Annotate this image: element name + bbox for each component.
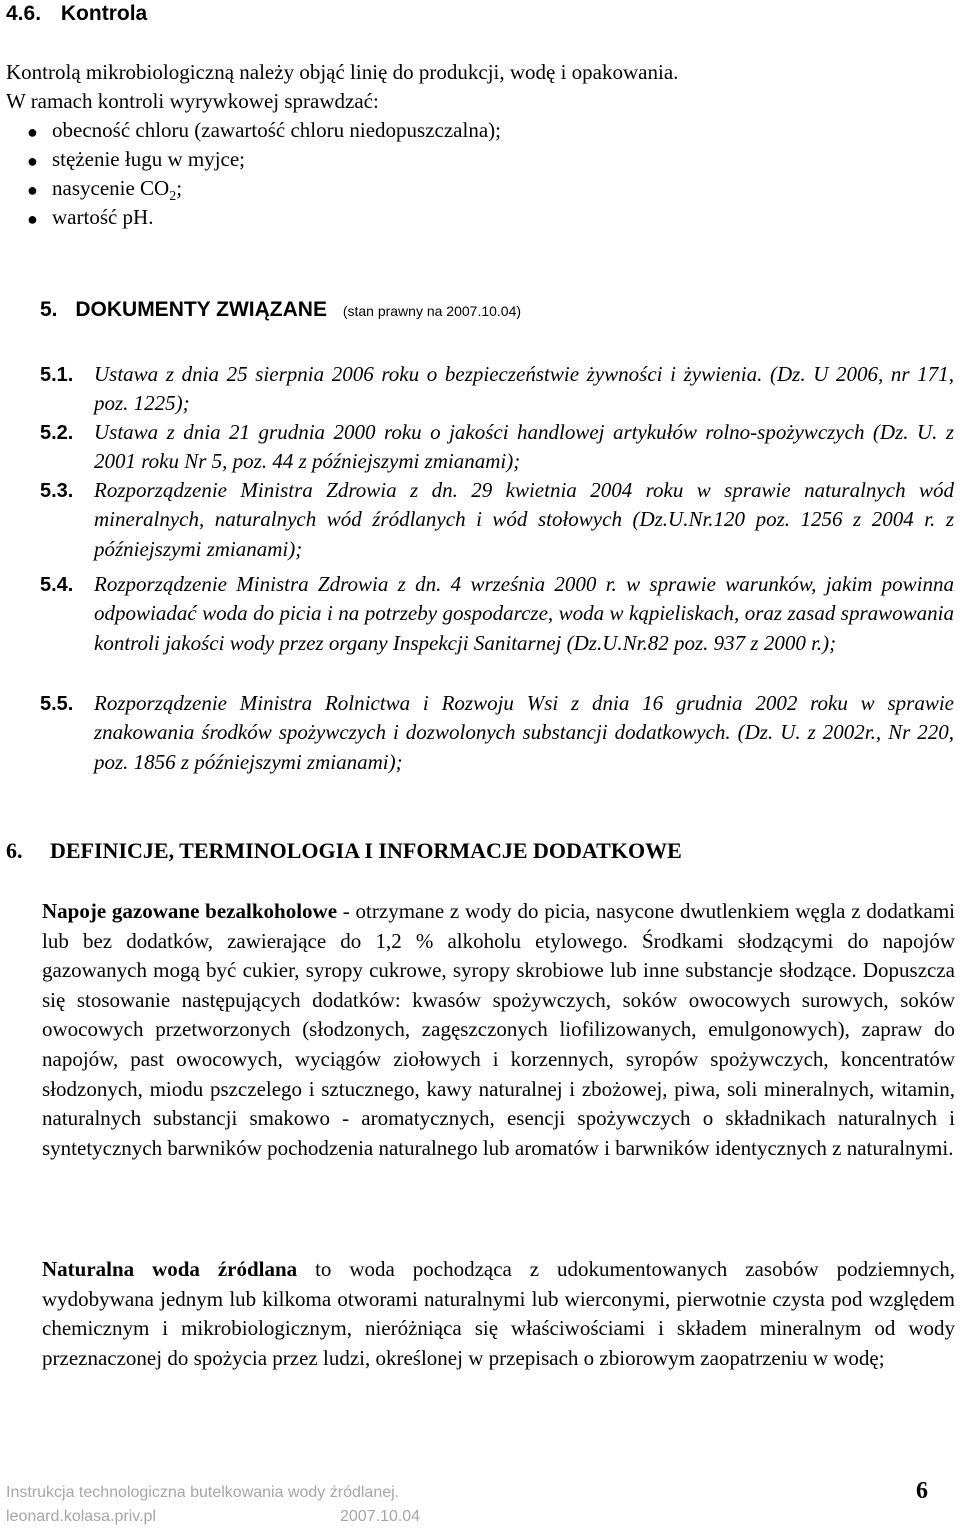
- section-number: 5.: [40, 298, 58, 321]
- control-line-1: Kontrolą mikrobiologiczną należy objąć linię do produkcji, wodę i opakowania.: [6, 60, 679, 84]
- reference-item: [94, 360, 954, 419]
- reference-text: Rozporządzenie Ministra Rolnictwa i Rozwoju Wsi z dnia 16 grudnia 2002 roku w sprawie znakowania środków spożywczych i dozwolonych substancji dodatkowych. (Dz. U. z 2002r., Nr 220, poz. 1856 z późniejszymi zmianami);: [94, 691, 954, 774]
- section-title: Kontrola: [60, 2, 148, 25]
- section-heading-5: [40, 298, 521, 322]
- section-number: 6.: [6, 838, 23, 863]
- bullet-dot: ●: [27, 209, 38, 229]
- footer-date: 2007.10.04: [340, 1508, 421, 1525]
- list-item: wartość pH.: [52, 205, 154, 229]
- reference-item: [94, 476, 954, 564]
- reference-text: Ustawa z dnia 25 sierpnia 2006 roku o bezpieczeństwie żywności i żywienia. (Dz. U 2006, nr 171, poz. 1225);: [94, 362, 954, 416]
- bullet-dot: ●: [27, 122, 38, 142]
- reference-item: [94, 570, 954, 658]
- section-title: DOKUMENTY ZWIĄZANE: [75, 298, 327, 321]
- reference-text: Rozporządzenie Ministra Zdrowia z dn. 29 kwietnia 2004 roku w sprawie naturalnych wód mineralnych, naturalnych wód źródlanych i wód stołowych (Dz.U.Nr.120 poz. 1256 z 2004 r. z późniejszymi zmianami);: [94, 478, 954, 561]
- list-item: obecność chloru (zawartość chloru niedopuszczalna);: [52, 118, 501, 142]
- definition-term: Napoje gazowane bezalkoholowe: [42, 899, 338, 923]
- reference-text: Rozporządzenie Ministra Zdrowia z dn. 4 września 2000 r. w sprawie warunków, jakim powinna odpowiadać woda do picia i na potrzeby gospodarcze, woda w kąpieliskach, oraz zasad sprawowania kontroli jakości wody przez organy Inspekcji Sanitarnej (Dz.U.Nr.82 poz. 937 z 2000 r.);: [94, 572, 954, 655]
- footer-page-number: 6: [916, 1478, 928, 1504]
- co2-text: nasycenie CO: [52, 176, 170, 200]
- section-note: (stan prawny na 2007.10.04): [342, 303, 522, 319]
- list-item: stężenie ługu w myjce;: [52, 147, 246, 171]
- footer-document-title: Instrukcja technologiczna butelkowania wody źródlanej.: [6, 1484, 400, 1501]
- reference-text: Ustawa z dnia 21 grudnia 2000 roku o jakości handlowej artykułów rolno-spożywczych (Dz. U. z 2001 roku Nr 5, poz. 44 z późniejszymi zmianami);: [94, 420, 954, 474]
- reference-number: 5.1.: [40, 364, 74, 386]
- co2-subscript: 2: [169, 189, 177, 205]
- control-line-2: W ramach kontroli wyrywkowej sprawdzać:: [6, 89, 379, 113]
- bullet-dot: ●: [27, 151, 38, 171]
- reference-number: 5.3.: [40, 480, 74, 502]
- section-number: 4.6.: [6, 2, 42, 25]
- co2-suffix: ;: [176, 176, 183, 200]
- section-title: DEFINICJE, TERMINOLOGIA I INFORMACJE DODATKOWE: [50, 838, 682, 863]
- definition-term: Naturalna woda źródlana: [42, 1257, 298, 1281]
- definition-text: to woda pochodząca z udokumentowanych zasobów podziemnych, wydobywana jednym lub kilkoma otworami naturalnymi lub wierconymi, pierwotnie czysta pod względem chemicznym i mikrobiologicznym, nieróżniąca się właściwościami i składem mineralnym od wody przeznaczonej do spożycia przez ludzi, określonej w przepisach o zbiorowym zaopatrzeniu w wodę;: [42, 1257, 955, 1370]
- bullet-dot: ●: [27, 180, 38, 200]
- reference-number: 5.4.: [40, 574, 74, 596]
- section-heading-4-6: [6, 2, 147, 26]
- list-item: [52, 176, 182, 205]
- footer-site: leonard.kolasa.priv.pl: [6, 1508, 157, 1525]
- definition-paragraph: [42, 897, 955, 1163]
- definition-paragraph: [42, 1255, 955, 1373]
- definition-text: - otrzymane z wody do picia, nasycone dwutlenkiem węgla z dodatkami lub bez dodatków, zawierające do 1,2 % alkoholu etylowego. Środkami słodzącymi do napojów gazowanych mogą być cukier, syropy cukrowe, syropy skrobiowe lub inne substancje słodzące. Dopuszcza się stosowanie następujących dodatków: kwasów spożywczych, soków owocowych surowych, soków owocowych przetworzonych (słodzonych, zagęszczonych liofilizowanych, emulgonowych), zapraw do napojów, past owocowych, wyciągów ziołowych i korzennych, syropów spożywczych, koncentratów słodzonych, miodu pszczelego i sztucznego, kawy naturalnej i zbożowej, piwa, soli mineralnych, witamin, naturalnych substancji smakowo - aromatycznych, esencji spożywczych o składnikach naturalnych i syntetycznych barwników pochodzenia naturalnego lub aromatów i barwników identycznych z naturalnymi.: [42, 899, 955, 1160]
- section-heading-6: [6, 838, 682, 864]
- reference-item: [94, 418, 954, 477]
- reference-number: 5.2.: [40, 422, 74, 444]
- reference-item: [94, 689, 954, 777]
- reference-number: 5.5.: [40, 693, 74, 715]
